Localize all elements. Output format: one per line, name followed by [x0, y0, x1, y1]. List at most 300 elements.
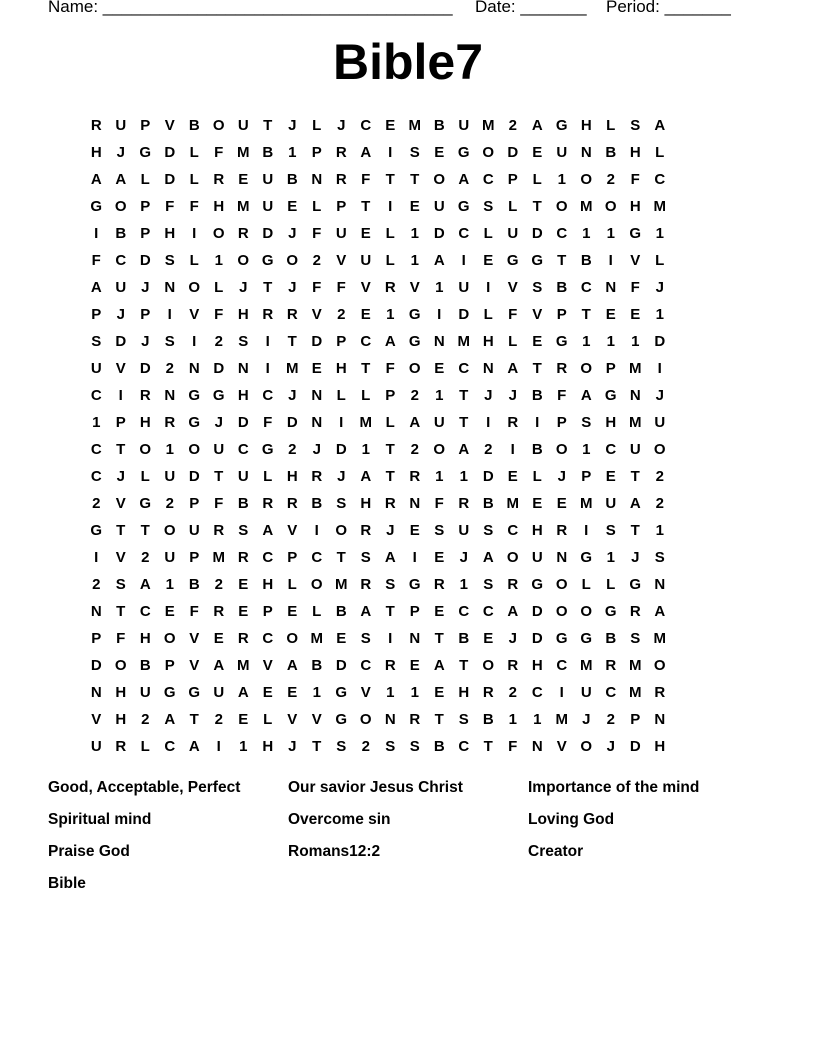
grid-letter: S: [483, 198, 494, 215]
grid-row: [84, 679, 672, 706]
grid-letter: F: [214, 144, 224, 161]
grid-letter: 1: [410, 252, 419, 269]
grid-letter: P: [189, 495, 200, 512]
grid-letter: M: [237, 198, 250, 215]
grid-letter: M: [555, 711, 568, 728]
grid-letter: F: [91, 252, 101, 269]
grid-letter: 1: [655, 522, 664, 539]
grid-letter: C: [262, 630, 274, 647]
grid-letter: P: [91, 306, 102, 323]
grid-letter: P: [115, 414, 126, 431]
grid-letter: A: [654, 603, 666, 620]
grid-letter: D: [335, 441, 347, 458]
grid-letter: R: [409, 468, 421, 485]
grid-letter: T: [630, 468, 640, 485]
grid-letter: F: [263, 414, 273, 431]
grid-letter: N: [90, 684, 102, 701]
grid-letter: 1: [606, 225, 615, 242]
grid-letter: A: [188, 738, 200, 755]
grid-letter: U: [213, 441, 225, 458]
grid-letter: T: [140, 522, 150, 539]
grid-letter: B: [433, 738, 445, 755]
grid-letter: J: [288, 387, 297, 404]
grid-letter: O: [653, 441, 666, 458]
grid-letter: P: [140, 198, 151, 215]
grid-letter: O: [139, 441, 152, 458]
grid-letter: C: [311, 549, 323, 566]
grid-letter: E: [336, 630, 347, 647]
grid-letter: S: [238, 522, 249, 539]
grid-letter: L: [606, 576, 616, 593]
grid-letter: F: [189, 198, 199, 215]
grid-letter: L: [189, 144, 199, 161]
grid-letter: U: [139, 684, 151, 701]
grid-letter: M: [408, 117, 421, 134]
grid-letter: J: [508, 387, 517, 404]
grid-letter: I: [314, 522, 319, 539]
grid-letter: N: [311, 414, 323, 431]
grid-letter: F: [312, 225, 322, 242]
grid-letter: T: [434, 711, 444, 728]
grid-letter: O: [359, 711, 372, 728]
grid-letter: R: [629, 603, 641, 620]
grid-letter: E: [238, 603, 249, 620]
grid-letter: N: [580, 144, 592, 161]
grid-letter: H: [139, 630, 151, 647]
grid-letter: G: [629, 225, 642, 242]
grid-letter: P: [605, 360, 616, 377]
grid-letter: S: [91, 333, 102, 350]
grid-letter: C: [482, 603, 494, 620]
grid-letter: S: [458, 711, 469, 728]
grid-letter: G: [506, 252, 519, 269]
grid-letter: R: [384, 279, 396, 296]
word-bank-item: Romans12:2: [288, 843, 381, 860]
grid-letter: 1: [92, 414, 101, 431]
grid-letter: H: [654, 738, 666, 755]
grid-letter: A: [164, 711, 176, 728]
grid-letter: I: [192, 333, 197, 350]
name-field-label: Name: _____________________________________: [48, 0, 453, 16]
grid-letter: H: [164, 225, 176, 242]
grid-letter: G: [604, 603, 617, 620]
grid-letter: D: [507, 144, 519, 161]
grid-letter: U: [164, 549, 176, 566]
grid-letter: N: [384, 711, 396, 728]
grid-letter: E: [434, 360, 445, 377]
grid-letter: E: [532, 333, 543, 350]
grid-row: [84, 139, 672, 166]
grid-row: [84, 166, 672, 193]
grid-letter: I: [192, 225, 197, 242]
grid-letter: C: [507, 522, 519, 539]
grid-letter: L: [483, 306, 493, 323]
grid-letter: T: [459, 657, 469, 674]
grid-letter: C: [360, 657, 372, 674]
grid-letter: U: [360, 252, 372, 269]
grid-letter: P: [581, 468, 592, 485]
grid-letter: S: [483, 576, 494, 593]
grid-letter: A: [458, 441, 470, 458]
grid-letter: L: [532, 171, 542, 188]
grid-letter: G: [531, 252, 544, 269]
grid-letter: L: [312, 198, 322, 215]
grid-letter: J: [459, 549, 468, 566]
grid-letter: 1: [508, 711, 517, 728]
grid-letter: D: [531, 603, 543, 620]
grid-letter: H: [482, 333, 494, 350]
grid-letter: T: [214, 468, 224, 485]
grid-letter: D: [531, 630, 543, 647]
grid-letter: F: [189, 603, 199, 620]
grid-letter: F: [630, 279, 640, 296]
grid-letter: D: [139, 360, 151, 377]
grid-letter: P: [189, 549, 200, 566]
grid-letter: 2: [606, 171, 615, 188]
grid-letter: P: [140, 117, 151, 134]
grid-letter: I: [486, 414, 491, 431]
grid-letter: R: [507, 657, 519, 674]
grid-letter: T: [532, 360, 542, 377]
grid-letter: D: [262, 225, 274, 242]
grid-letter: V: [336, 252, 347, 269]
grid-letter: M: [237, 657, 250, 674]
grid-letter: N: [654, 576, 666, 593]
grid-letter: U: [90, 738, 102, 755]
grid-letter: E: [409, 657, 420, 674]
grid-row: [84, 382, 672, 409]
grid-letter: L: [655, 252, 665, 269]
grid-letter: A: [213, 657, 225, 674]
grid-letter: U: [605, 495, 617, 512]
grid-letter: T: [483, 738, 493, 755]
grid-letter: L: [508, 198, 518, 215]
grid-row: [84, 544, 672, 571]
grid-letter: P: [507, 171, 518, 188]
grid-letter: S: [630, 117, 641, 134]
grid-letter: M: [335, 576, 348, 593]
grid-letter: T: [557, 252, 567, 269]
grid-letter: J: [557, 468, 566, 485]
grid-letter: G: [188, 684, 201, 701]
grid-letter: C: [556, 225, 568, 242]
grid-letter: U: [433, 414, 445, 431]
grid-letter: R: [237, 630, 249, 647]
grid-letter: U: [433, 198, 445, 215]
grid-letter: I: [388, 630, 393, 647]
grid-letter: G: [408, 333, 421, 350]
grid-letter: M: [653, 198, 666, 215]
grid-letter: 2: [606, 711, 615, 728]
grid-letter: E: [556, 495, 567, 512]
grid-letter: H: [531, 522, 543, 539]
grid-letter: C: [556, 657, 568, 674]
grid-letter: U: [458, 522, 470, 539]
grid-letter: R: [360, 576, 372, 593]
grid-row: [84, 328, 672, 355]
grid-letter: O: [580, 603, 593, 620]
grid-letter: V: [189, 657, 200, 674]
grid-row: [84, 490, 672, 517]
grid-letter: P: [409, 603, 420, 620]
grid-letter: S: [238, 333, 249, 350]
grid-letter: V: [115, 360, 126, 377]
grid-letter: V: [189, 630, 200, 647]
grid-letter: 1: [435, 279, 444, 296]
grid-letter: A: [286, 657, 298, 674]
grid-letter: M: [310, 630, 323, 647]
grid-letter: R: [237, 549, 249, 566]
grid-letter: A: [139, 576, 151, 593]
grid-letter: A: [507, 360, 519, 377]
grid-letter: L: [140, 171, 150, 188]
word-bank-item: Good, Acceptable, Perfect: [48, 779, 241, 796]
grid-letter: E: [238, 711, 249, 728]
grid-letter: I: [559, 684, 564, 701]
puzzle-title: Bible7: [332, 34, 484, 90]
grid-letter: H: [335, 360, 347, 377]
grid-letter: G: [555, 630, 568, 647]
grid-letter: B: [531, 441, 543, 458]
grid-letter: A: [90, 171, 102, 188]
grid-letter: S: [409, 738, 420, 755]
grid-letter: A: [482, 549, 494, 566]
grid-letter: C: [90, 468, 102, 485]
grid-letter: D: [237, 414, 249, 431]
grid-letter: D: [482, 468, 494, 485]
grid-letter: H: [360, 495, 372, 512]
grid-letter: F: [385, 360, 395, 377]
grid-letter: B: [433, 117, 445, 134]
grid-letter: V: [189, 306, 200, 323]
grid-letter: P: [262, 603, 273, 620]
grid-row: [84, 706, 672, 733]
grid-letter: A: [262, 522, 274, 539]
grid-letter: N: [556, 549, 568, 566]
grid-letter: M: [482, 117, 495, 134]
grid-letter: M: [653, 630, 666, 647]
grid-letter: N: [164, 387, 176, 404]
grid-letter: O: [482, 144, 495, 161]
grid-letter: G: [555, 333, 568, 350]
grid-letter: J: [386, 522, 395, 539]
grid-letter: I: [388, 198, 393, 215]
grid-letter: D: [629, 738, 641, 755]
grid-letter: G: [629, 576, 642, 593]
grid-letter: G: [188, 414, 201, 431]
grid-letter: E: [434, 603, 445, 620]
grid-letter: B: [311, 495, 323, 512]
grid-letter: L: [263, 711, 273, 728]
grid-letter: 2: [214, 576, 223, 593]
grid-letter: C: [458, 360, 470, 377]
grid-letter: L: [361, 387, 371, 404]
grid-letter: L: [532, 468, 542, 485]
grid-letter: 1: [361, 441, 370, 458]
grid-letter: A: [90, 279, 102, 296]
grid-letter: F: [508, 306, 518, 323]
grid-letter: U: [237, 117, 249, 134]
grid-letter: L: [140, 738, 150, 755]
grid-letter: M: [580, 198, 593, 215]
grid-letter: R: [458, 495, 470, 512]
grid-letter: A: [531, 117, 543, 134]
grid-letter: 2: [655, 495, 664, 512]
grid-letter: J: [288, 117, 297, 134]
grid-letter: C: [115, 252, 127, 269]
grid-letter: O: [433, 171, 446, 188]
grid-letter: I: [265, 360, 270, 377]
grid-letter: 2: [92, 576, 101, 593]
grid-letter: O: [555, 576, 568, 593]
grid-letter: C: [605, 441, 617, 458]
grid-letter: E: [238, 576, 249, 593]
grid-letter: M: [580, 657, 593, 674]
grid-letter: 1: [435, 468, 444, 485]
grid-letter: O: [433, 441, 446, 458]
grid-letter: B: [605, 144, 617, 161]
grid-letter: R: [384, 657, 396, 674]
grid-letter: G: [457, 144, 470, 161]
grid-letter: V: [409, 279, 420, 296]
word-bank: [48, 778, 768, 906]
grid-letter: R: [311, 468, 323, 485]
grid-letter: H: [262, 738, 274, 755]
grid-letter: L: [263, 468, 273, 485]
grid-letter: G: [139, 495, 152, 512]
grid-letter: A: [458, 171, 470, 188]
grid-letter: J: [606, 738, 615, 755]
grid-letter: I: [584, 522, 589, 539]
grid-letter: U: [262, 198, 274, 215]
grid-letter: B: [458, 630, 470, 647]
grid-letter: J: [288, 225, 297, 242]
grid-letter: C: [164, 738, 176, 755]
grid-letter: N: [311, 171, 323, 188]
grid-letter: I: [265, 333, 270, 350]
grid-letter: D: [311, 333, 323, 350]
grid-letter: T: [410, 171, 420, 188]
grid-letter: S: [164, 252, 175, 269]
grid-letter: O: [212, 117, 225, 134]
grid-letter: H: [90, 144, 102, 161]
grid-letter: D: [433, 225, 445, 242]
grid-row: [84, 517, 672, 544]
grid-letter: I: [216, 738, 221, 755]
grid-letter: J: [116, 306, 125, 323]
grid-letter: F: [434, 495, 444, 512]
grid-letter: T: [116, 441, 126, 458]
grid-letter: V: [262, 657, 273, 674]
grid-letter: A: [433, 657, 445, 674]
grid-letter: F: [336, 279, 346, 296]
grid-letter: 2: [214, 711, 223, 728]
grid-letter: A: [409, 414, 421, 431]
grid-letter: V: [556, 738, 567, 755]
grid-letter: L: [312, 117, 322, 134]
grid-letter: H: [580, 117, 592, 134]
grid-letter: L: [385, 252, 395, 269]
grid-letter: G: [408, 576, 421, 593]
grid-letter: E: [238, 171, 249, 188]
word-bank-item: Creator: [528, 843, 584, 860]
grid-letter: H: [629, 198, 641, 215]
grid-letter: S: [385, 576, 396, 593]
grid-letter: U: [458, 117, 470, 134]
grid-letter: A: [507, 603, 519, 620]
grid-letter: 1: [165, 441, 174, 458]
grid-letter: J: [288, 738, 297, 755]
grid-letter: U: [654, 414, 666, 431]
grid-letter: G: [261, 441, 274, 458]
grid-letter: 1: [533, 711, 542, 728]
grid-letter: C: [458, 738, 470, 755]
grid-letter: D: [164, 144, 176, 161]
grid-letter: V: [360, 684, 371, 701]
grid-letter: R: [164, 414, 176, 431]
grid-letter: A: [384, 549, 396, 566]
grid-letter: R: [433, 576, 445, 593]
grid-letter: T: [116, 522, 126, 539]
grid-letter: C: [262, 549, 274, 566]
grid-letter: R: [115, 738, 127, 755]
grid-letter: A: [360, 603, 372, 620]
grid-letter: R: [556, 360, 568, 377]
grid-letter: O: [482, 657, 495, 674]
grid-letter: G: [408, 306, 421, 323]
grid-letter: G: [163, 684, 176, 701]
grid-letter: E: [287, 684, 298, 701]
grid-letter: E: [434, 144, 445, 161]
grid-letter: G: [555, 117, 568, 134]
grid-letter: 2: [312, 252, 321, 269]
grid-letter: 1: [655, 306, 664, 323]
grid-letter: 1: [386, 684, 395, 701]
grid-letter: R: [482, 684, 494, 701]
grid-letter: 2: [361, 738, 370, 755]
grid-letter: I: [437, 306, 442, 323]
grid-letter: J: [337, 117, 346, 134]
grid-letter: B: [482, 711, 494, 728]
word-bank-item: Loving God: [528, 811, 615, 828]
grid-letter: 1: [214, 252, 223, 269]
grid-letter: B: [531, 387, 543, 404]
grid-letter: P: [630, 711, 641, 728]
grid-letter: R: [335, 144, 347, 161]
grid-letter: R: [286, 495, 298, 512]
grid-letter: C: [605, 684, 617, 701]
grid-row: [84, 301, 672, 328]
grid-letter: E: [605, 306, 616, 323]
grid-letter: E: [532, 144, 543, 161]
grid-letter: G: [604, 387, 617, 404]
grid-letter: 2: [288, 441, 297, 458]
grid-letter: S: [336, 738, 347, 755]
grid-letter: P: [140, 225, 151, 242]
grid-letter: 1: [655, 225, 664, 242]
grid-letter: D: [286, 414, 298, 431]
grid-letter: R: [605, 657, 617, 674]
grid-letter: J: [337, 468, 346, 485]
grid-letter: O: [335, 522, 348, 539]
grid-letter: P: [287, 549, 298, 566]
grid-letter: J: [141, 279, 150, 296]
grid-letter: T: [361, 198, 371, 215]
grid-letter: A: [384, 333, 396, 350]
grid-letter: 2: [165, 360, 174, 377]
grid-letter: M: [286, 360, 299, 377]
grid-letter: C: [237, 441, 249, 458]
